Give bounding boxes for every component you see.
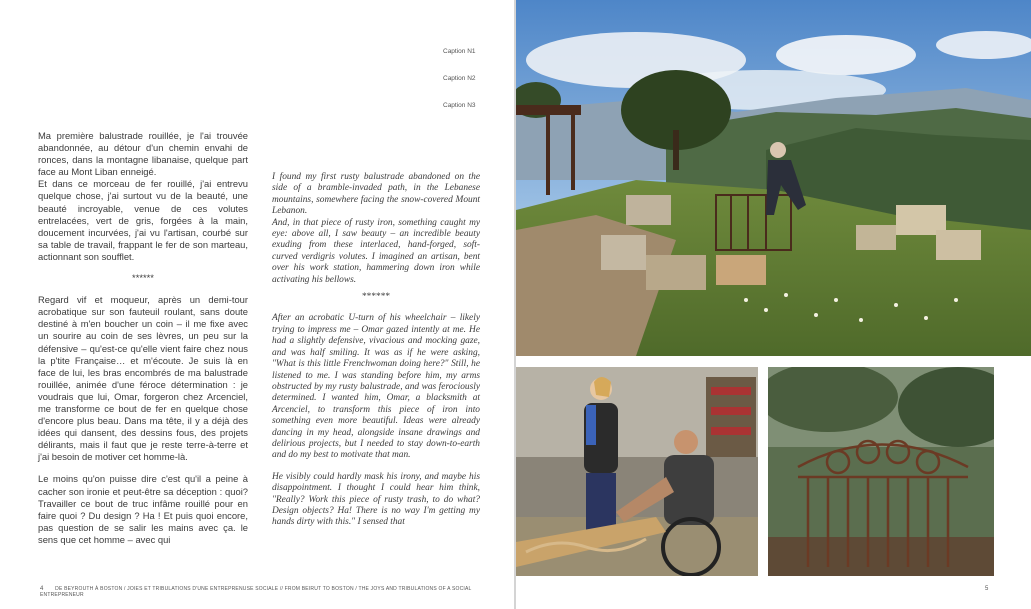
english-separator: ******: [361, 292, 391, 303]
caption-list: [443, 48, 503, 129]
caption-2: Caption N2: [443, 75, 476, 82]
running-title: DE BEYROUTH À BOSTON / JOIES ET TRIBULATIONS D'UNE ENTREPRENUSE SOCIALE // FROM BEIRUT TO BOSTON / THE JOYS AND TRIBULATIONS OF A SOCIAL ENTREPRENEUR: [40, 586, 472, 598]
left-page: [0, 0, 514, 609]
workshop-photo: [516, 367, 758, 576]
french-paragraph-2: Et dans ce morceau de fer rouillé, j'ai entrevu quelque chose, j'ai surtout vu de la beauté, une beauté incroyable, venue de ces volutes entrelacées, vert de gris, forgées à la main, doucement incurvées, j'ai vu l'artisan, courbé sur sa table de travail, frappant le fer de son marteau, actionnant son soufflet.: [38, 178, 248, 262]
caption-3: Caption N3: [443, 102, 476, 109]
caption-1: Caption N1: [443, 48, 476, 55]
left-page-number: 4: [40, 586, 44, 592]
english-paragraph-2: And, in that piece of rusty iron, something caught my eye: above all, I saw beauty – an incredible beauty exuding from these interlaced, hand-forged, soft-curved verdigris volutes. I imagined an artisan, bent over his work station, hammering down iron while activating his bellows.: [272, 217, 480, 285]
mountain-landscape-photo: [516, 0, 1031, 356]
rusty-balustrade-photo: [768, 367, 994, 576]
english-paragraph-4: He visibly could hardly mask his irony, and maybe his disappointment. I thought I could hear him think, "Really? Work this piece of rusty trash, to do what? Design objects? Ha! There is no way I'm getting my hands dirty with this." I sensed that: [272, 471, 480, 528]
english-paragraph-3: After an acrobatic U-turn of his wheelchair – likely trying to impress me – Omar gazed intently at me. He had a slightly defensive, vivacious and mocking gaze, and was half smiling. It was as if he were asking, "What is this little Frenchwoman doing here?" Still, he listened to me. I was standing before him, my arms obstructed by my rusty balustrade, and was ferociously determined. I wanted him, Omar, a blacksmith at Arcenciel, to transform this piece of iron into something even more beautiful. Ideas were already dancing in my head, alongside insane drawings and delirious projects, but I needed to stay down-to-earth and do my best to motivate that man.: [272, 313, 480, 461]
french-paragraph-1: Ma première balustrade rouillée, je l'ai trouvée abandonnée, au détour d'un chemin envahi de ronces, dans la montagne libanaise, quelque part face au Mont Liban enneigé.: [38, 130, 248, 178]
right-page-number: 5: [985, 586, 989, 592]
english-paragraph-1: I found my first rusty balustrade abandoned on the side of a bramble-invaded path, in the Lebanese mountains, somewhere facing the snow-covered Mount Lebanon.: [272, 172, 480, 217]
french-separator: ******: [132, 272, 154, 284]
french-column: [38, 130, 248, 546]
french-paragraph-4: Le moins qu'on puisse dire c'est qu'il a peine à cacher son ironie et peut-être sa déception : quoi? Travailler ce bout de truc infâme rouillé pour en faire quoi ? Du design ? Ha ! Et puis quoi encore, pas question de se salir les mains avec ça. le sens que cet homme – avec qui: [38, 473, 248, 545]
english-column: [272, 172, 480, 529]
page-footer: [40, 586, 510, 598]
french-paragraph-3: Regard vif et moqueur, après un demi-tour acrobatique sur son fauteuil roulant, sans doute destiné à m'en boucher un coin – il me fixe avec un sourire au coin de ses lèvres, un peu sur la défensive – qu'est-ce qu'elle vient faire chez nous la p'tite Française… et m'écoute. Je suis là en face de lui, les bras encombrés de ma balustrade rouillée, animée d'une féroce détermination : je voudrais que lui, Omar, forgeron chez Arcenciel, me transforme ce bout de fer en quelque chose d'encore plus beau. Dans ma tête, il y a déjà des idées qui dansent, des dessins fous, des projets délirants, mais il faut que je reste terre-à-terre et j'ai besoin de motiver cet homme-là.: [38, 294, 248, 463]
